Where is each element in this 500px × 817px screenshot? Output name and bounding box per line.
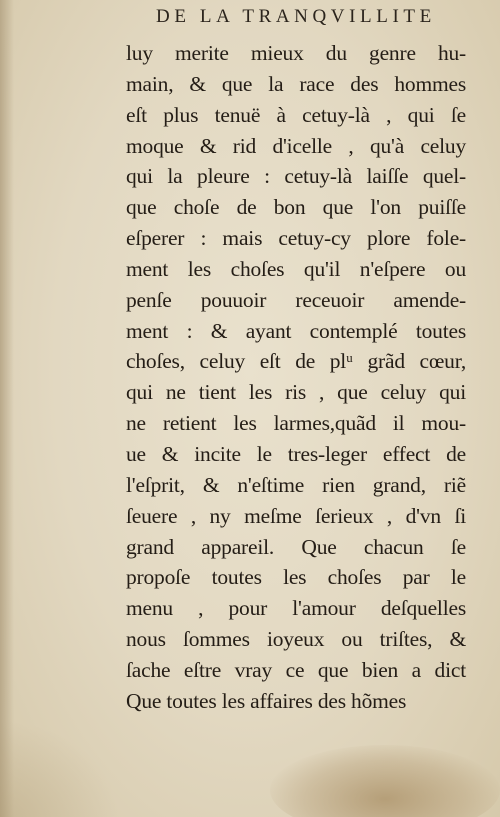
running-head: DE LA TRANQVILLITE <box>156 6 436 27</box>
text-line: nous ſommes ioyeux ou triſtes, & <box>126 627 466 652</box>
page-edge-shadow <box>0 0 14 817</box>
text-line: qui la pleure : cetuy-là laiſſe quel- <box>126 164 466 189</box>
text-line: qui ne tient les ris , que celuy qui <box>126 380 466 405</box>
text-line: l'eſprit, & n'eſtime rien grand, riẽ <box>126 472 466 497</box>
text-line: ue & incite le tres-leger effect de <box>126 441 466 466</box>
text-line: penſe pouuoir receuoir amende- <box>126 287 466 312</box>
paper-stain <box>0 720 120 817</box>
text-line: eſt plus tenuë à cetuy-là , qui ſe <box>126 102 466 127</box>
text-line: ſeuere , ny meſme ſerieux , d'vn ſi <box>126 503 466 528</box>
text-line: ne retient les larmes,quãd il mou- <box>126 411 466 436</box>
text-line: choſes, celuy eſt de plᵘ grãd cœur, <box>126 349 466 374</box>
text-line: eſperer : mais cetuy-cy plore fole- <box>126 226 466 251</box>
text-line: main, & que la race des hommes <box>126 71 466 96</box>
text-line: Que toutes les affaires des hõmes <box>126 688 407 713</box>
text-line: menu , pour l'amour deſquelles <box>126 596 466 621</box>
text-line: luy merite mieux du genre hu- <box>126 41 466 65</box>
text-line: ſache eſtre vray ce que bien a dict <box>126 657 466 682</box>
text-line: ment les choſes qu'il n'eſpere ou <box>126 256 466 281</box>
body-text <box>126 38 466 717</box>
text-line: grand appareil. Que chacun ſe <box>126 534 466 559</box>
text-line: ment : & ayant contemplé toutes <box>126 318 466 343</box>
text-line: que choſe de bon que l'on puiſſe <box>126 195 466 220</box>
text-line: moque & rid d'icelle , qu'à celuy <box>126 133 466 158</box>
text-line: propoſe toutes les choſes par le <box>126 565 466 590</box>
paper-stain <box>270 745 500 817</box>
